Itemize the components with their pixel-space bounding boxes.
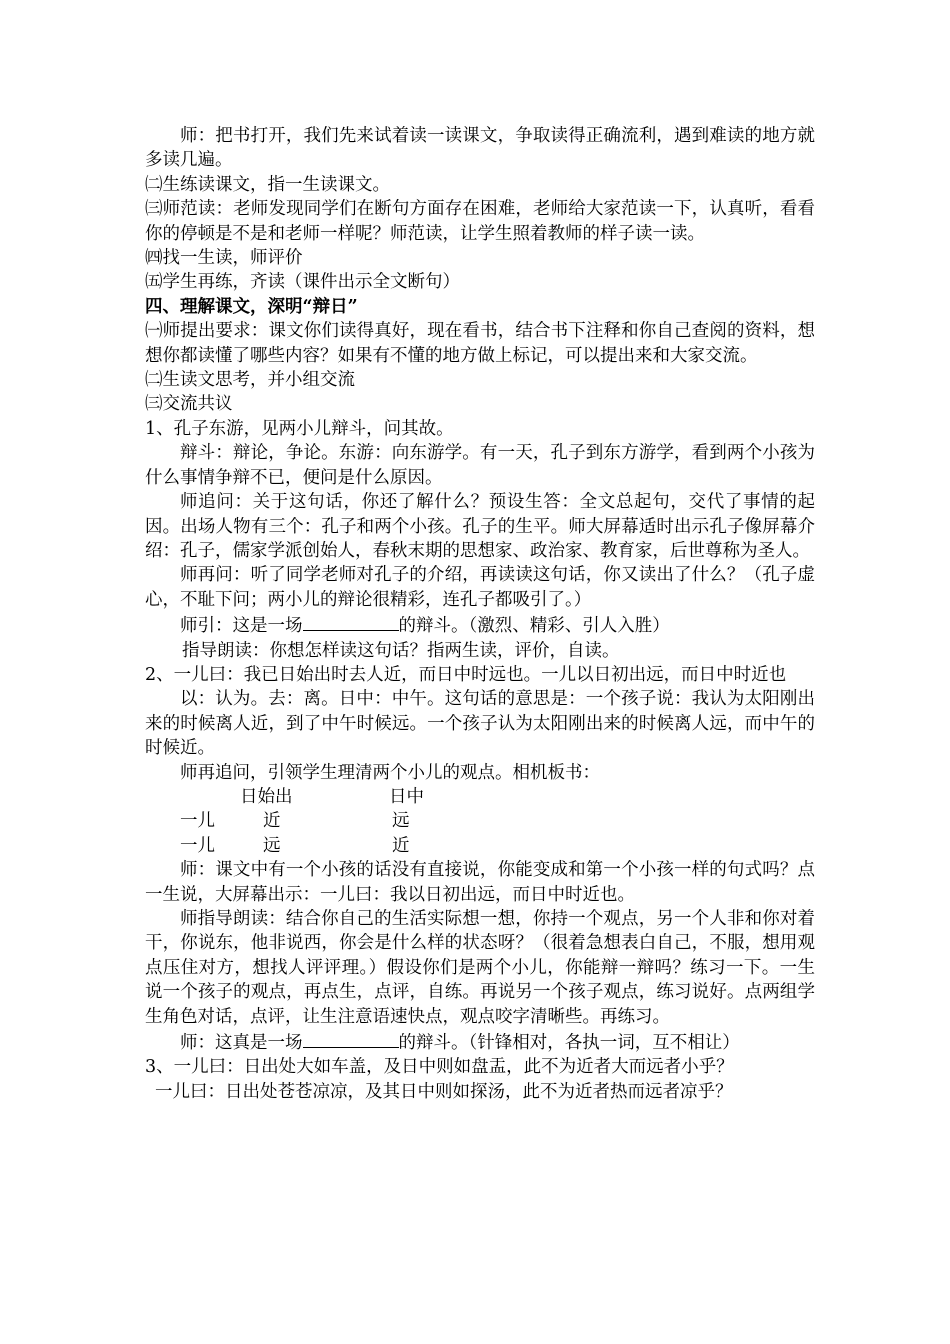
paragraph: 师：把书打开，我们先来试着读一读课文，争取读得正确流利，遇到难读的地方就多读几遍。	[145, 126, 815, 171]
paragraph: ㈢师范读：老师发现同学们在断句方面存在困难，老师给大家范读一下，认真听，看看你的停顿是不是和老师一样呢？师范读，让学生照着教师的样子读一读。	[145, 199, 815, 244]
paragraph: 师：课文中有一个小孩的话没有直接说，你能变成和第一个小孩一样的句式吗？点一生说，大屏幕出示：一儿曰：我以日初出远，而日中时近也。	[145, 860, 815, 905]
sentence-part: 师：这真是一场	[180, 1032, 303, 1053]
paragraph: ㈠师提出要求：课文你们读得真好，现在看书，结合书下注释和你自己查阅的资料，想想你都读懂了哪些内容？如果有不懂的地方做上标记，可以提出来和大家交流。	[145, 321, 815, 366]
paragraph: 师再问：听了同学老师对孔子的介绍，再读读这句话，你又读出了什么？（孔子虚心，不耻下问；两小儿的辩论很精彩，连孔子都吸引了。）	[145, 565, 815, 610]
board-col-header: 日中	[389, 786, 424, 807]
paragraph: 指导朗读：你想怎样读这句话？指两生读，评价，自读。	[182, 640, 620, 661]
section-heading: 四、理解课文，深明“辩日”	[145, 296, 358, 317]
paragraph: ㈢交流共议	[145, 394, 233, 415]
board-cell: 近	[263, 811, 281, 832]
paragraph: ㈤学生再练，齐读（课件出示全文断句）	[145, 272, 460, 293]
paragraph: 辩斗：辩论，争论。东游：向东游学。有一天，孔子到东方游学，看到两个小孩为什么事情争辩不已，便问是什么原因。	[145, 443, 815, 488]
board-row-label: 一儿	[180, 811, 215, 832]
paragraph: ㈡生练读课文，指一生读课文。	[145, 174, 390, 195]
paragraph: ㈡生读文思考，并小组交流	[145, 370, 355, 391]
sentence-part: 的辩斗。（激烈、精彩、引人入胜）	[398, 616, 670, 637]
document-page	[145, 124, 815, 1104]
fill-blank	[303, 612, 399, 631]
board-col-header: 日始出	[240, 786, 293, 807]
paragraph: 师指导朗读：结合你自己的生活实际想一想，你持一个观点，另一个人非和你对着干，你说东，他非说西，你会是什么样的状态呀？（很着急想表白自己，不服，想用观点压住对方，想找人评评理。）假设你们是两个小儿，你能辩一辩吗？练习一下。一生说一个孩子的观点，再点生，点评，自练。再说另一个孩子观点，练习说好。点两组学生角色对话，点评，让生注意语速快点，观点咬字清晰些。再练习。	[145, 908, 815, 1027]
paragraph	[145, 1029, 815, 1055]
sentence-part: 的辩斗。（针锋相对，各执一词，互不相让）	[398, 1032, 740, 1053]
paragraph: ㈣找一生读，师评价	[145, 248, 303, 269]
sentence-part: 师引：这是一场	[180, 616, 303, 637]
paragraph: 3、一儿曰：日出处大如车盖，及日中则如盘盂，此不为近者大而远者小乎？	[145, 1057, 734, 1078]
paragraph: 师追问：关于这句话，你还了解什么？预设生答：全文总起句，交代了事情的起因。出场人物有三个：孔子和两个小孩。孔子的生平。师大屏幕适时出示孔子像屏幕介绍：孔子，儒家学派创始人，春秋末期的思想家、政治家、教育家，后世尊称为圣人。	[145, 492, 815, 561]
board-row-label: 一儿	[180, 835, 215, 856]
paragraph	[145, 612, 815, 638]
board-cell: 远	[392, 811, 410, 832]
paragraph: 一儿曰：日出处苍苍凉凉，及其日中则如探汤，此不为近者热而远者凉乎？	[155, 1081, 733, 1102]
paragraph: 1、孔子东游，见两小儿辩斗，问其故。	[145, 418, 454, 439]
board-cell: 远	[263, 835, 281, 856]
board-cell: 近	[392, 835, 410, 856]
fill-blank	[303, 1029, 399, 1048]
board-writing	[145, 785, 815, 858]
paragraph: 师再追问，引领学生理清两个小儿的观点。相机板书：	[180, 762, 600, 783]
paragraph: 2、一儿曰：我已日始出时去人近，而日中时远也。一儿以日初出远，而日中时近也	[145, 664, 787, 685]
paragraph: 以：认为。去：离。日中：中午。这句话的意思是：一个孩子说：我认为太阳刚出来的时候离人近，到了中午时候远。一个孩子认为太阳刚出来的时候离人远，而中午的时候近。	[145, 689, 815, 759]
